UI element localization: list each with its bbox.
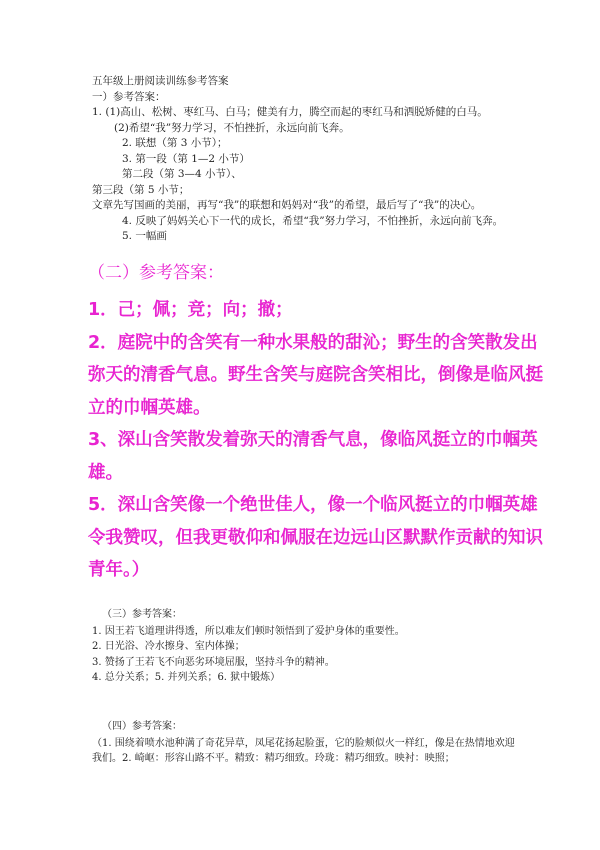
- section-1-answers: [92, 74, 532, 245]
- answer-paragraph: （1. 围绕着喷水池种满了奇花异草，凤尾花扬起脸蛋，它的脸颊似火一样红，像是在热情地欢迎我们。2. 崎岖：形容山路不平。精致：精巧细致。玲珑：精巧细致。映衬：映照；: [92, 737, 515, 764]
- answer-line: 文章先写国画的美丽，再写“我”的联想和妈妈对“我”的希望，最后写了“我”的决心。: [92, 199, 482, 211]
- answer-line: 4. 反映了妈妈关心下一代的成长，希望“我”努力学习，不怕挫折，永远向前飞奔。: [122, 214, 504, 227]
- answer-line: (2)希望“我”努力学习，不怕挫折，永远向前飞奔。: [114, 121, 350, 134]
- answer-line: 3. 第一段（第 1—2 小节）: [122, 152, 250, 165]
- answer-line: 第二段（第 3—4 小节）、: [122, 168, 242, 180]
- section-4-header: （四）参考答案：: [102, 721, 182, 732]
- answer-line: 1. (1)高山、松树、枣红马、白马；健美有力，腾空而起的枣红马和洒脱矫健的白马。: [92, 106, 488, 118]
- answer-line: 4. 总分关系；5. 并列关系；6. 狱中锻炼）: [92, 672, 281, 683]
- section-3-answers: [92, 607, 532, 686]
- answer-line: 第三段（第 5 小节；: [92, 183, 190, 196]
- answer-paragraph: 3、深山含笑散发着弥天的清香气息，像临风挺立的巾帼英雄。: [88, 430, 538, 483]
- section-3-header: （三）参考答案：: [102, 609, 182, 620]
- answer-line: 3. 赞扬了王若飞不向恶劣环境屈服，坚持斗争的精神。: [92, 656, 335, 668]
- section-2-header: （二）参考答案：: [88, 263, 224, 283]
- answer-paragraph: 2．庭院中的含笑有一种水果般的甜沁；野生的含笑散发出弥天的清香气息。野生含笑与庭院含笑相比，倒像是临风挺立的巾帼英雄。: [88, 332, 543, 418]
- answer-line: 2. 日光浴、冷水擦身、室内体操；: [92, 641, 245, 652]
- section-2-answers: [88, 262, 548, 587]
- answer-paragraph: 5．深山含笑像一个绝世佳人，像一个临风挺立的巾帼英雄令我赞叹，但我更敬仰和佩服在边远山区默默作贡献的知识青年。）: [88, 495, 543, 580]
- document-title: 五年级上册阅读训练参考答案: [92, 75, 229, 87]
- answer-line: 1. 因王若飞道理讲得透，所以难友们顿时领悟到了爱护身体的重要性。: [92, 625, 405, 637]
- section-4-answers: [92, 719, 522, 767]
- answer-paragraph: 1．己；佩；竞；向；撤；: [88, 300, 293, 320]
- section-1-header: 一）参考答案：: [92, 90, 166, 103]
- answer-line: 2. 联想（第 3 小节）；: [122, 137, 228, 149]
- answer-line: 5. 一幅画: [122, 230, 167, 242]
